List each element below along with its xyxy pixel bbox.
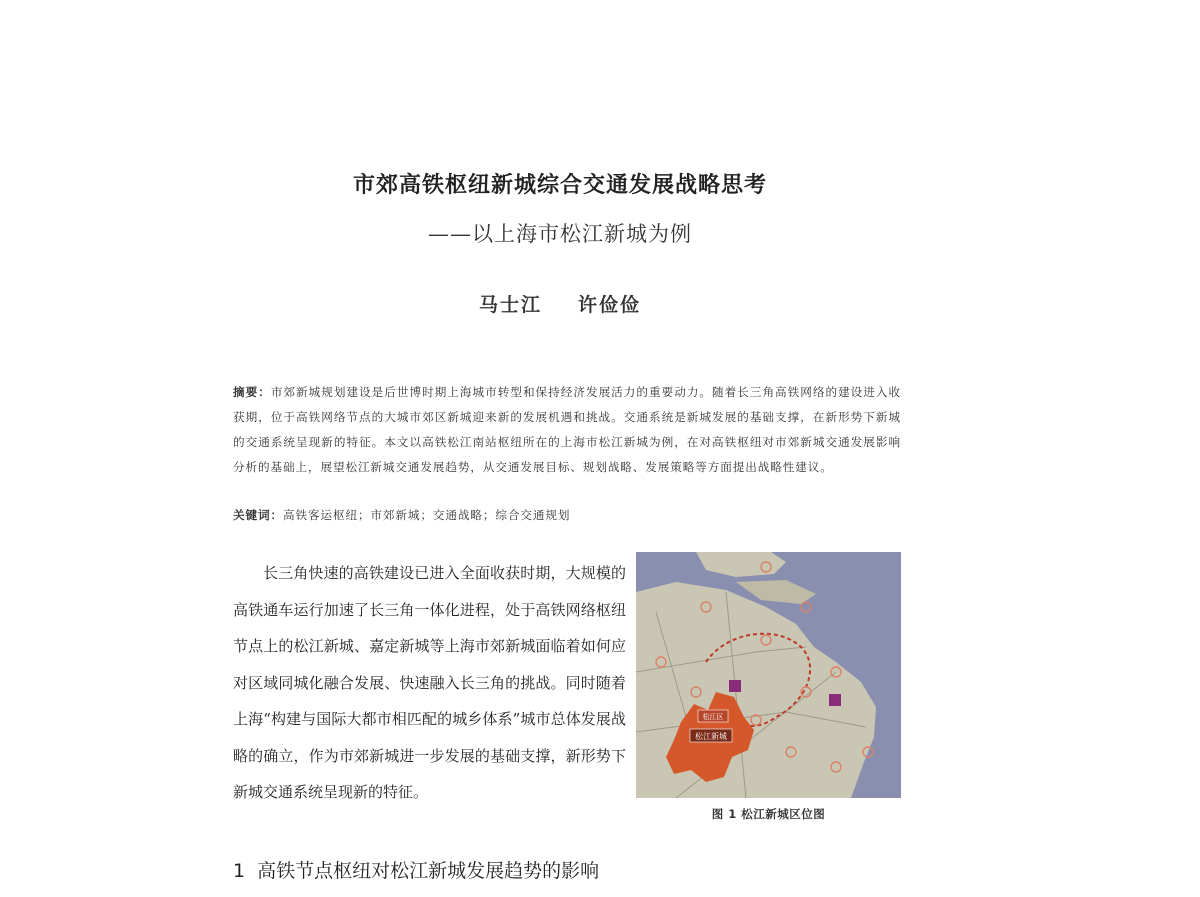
abstract-label: 摘要： <box>233 385 271 399</box>
section-number: 1 <box>233 860 246 882</box>
location-map <box>636 552 901 798</box>
figure-caption: 图 1 松江新城区位图 <box>711 807 826 821</box>
rail-station-icon <box>829 694 841 706</box>
author-name: 马士江 <box>478 294 542 316</box>
abstract <box>233 380 901 480</box>
paper-subtitle: ——以上海市松江新城为例 <box>428 222 692 246</box>
map-label-district: 松江区 <box>702 713 724 721</box>
body-paragraph: 长三角快速的高铁建设已进入全面收获时期，大规模的高铁通车运行加速了长三角一体化进程，处于高铁网络枢纽节点上的松江新城、嘉定新城等上海市郊新城面临着如何应对区域同城化融合发展、快速融入长三角的挑战。同时随着上海“构建与国际大都市相匹配的城乡体系”城市总体发展战略的确立，作为市郊新城进一步发展的基础支撑，新形势下新城交通系统呈现新的特征。 <box>233 564 626 801</box>
paper-title: 市郊高铁枢纽新城综合交通发展战略思考 <box>352 173 767 198</box>
author-list <box>0 290 1120 317</box>
section-title: 高铁节点枢纽对松江新城发展趋势的影响 <box>257 860 600 882</box>
map-label-newtown: 松江新城 <box>695 732 727 741</box>
location-map-graphic <box>636 552 901 798</box>
keywords <box>233 504 901 526</box>
rail-station-icon <box>729 680 741 692</box>
section-heading <box>233 856 599 883</box>
abstract-text: 市郊新城规划建设是后世博时期上海城市转型和保持经济发展活力的重要动力。随着长三角高铁网络的建设进入收获期，位于高铁网络节点的大城市郊区新城迎来新的发展机遇和挑战。交通系统是新城发展的基础支撑，在新形势下新城的交通系统呈现新的特征。本文以高铁松江南站枢纽所在的上海市松江新城为例，在对高铁枢纽对市郊新城交通发展影响分析的基础上，展望松江新城交通发展趋势，从交通发展目标、规划战略、发展策略等方面提出战略性建议。 <box>233 385 901 474</box>
author-name: 许俭俭 <box>578 294 642 316</box>
keywords-text: 高铁客运枢纽；市郊新城；交通战略；综合交通规划 <box>282 508 571 522</box>
keywords-label: 关键词： <box>233 508 283 522</box>
